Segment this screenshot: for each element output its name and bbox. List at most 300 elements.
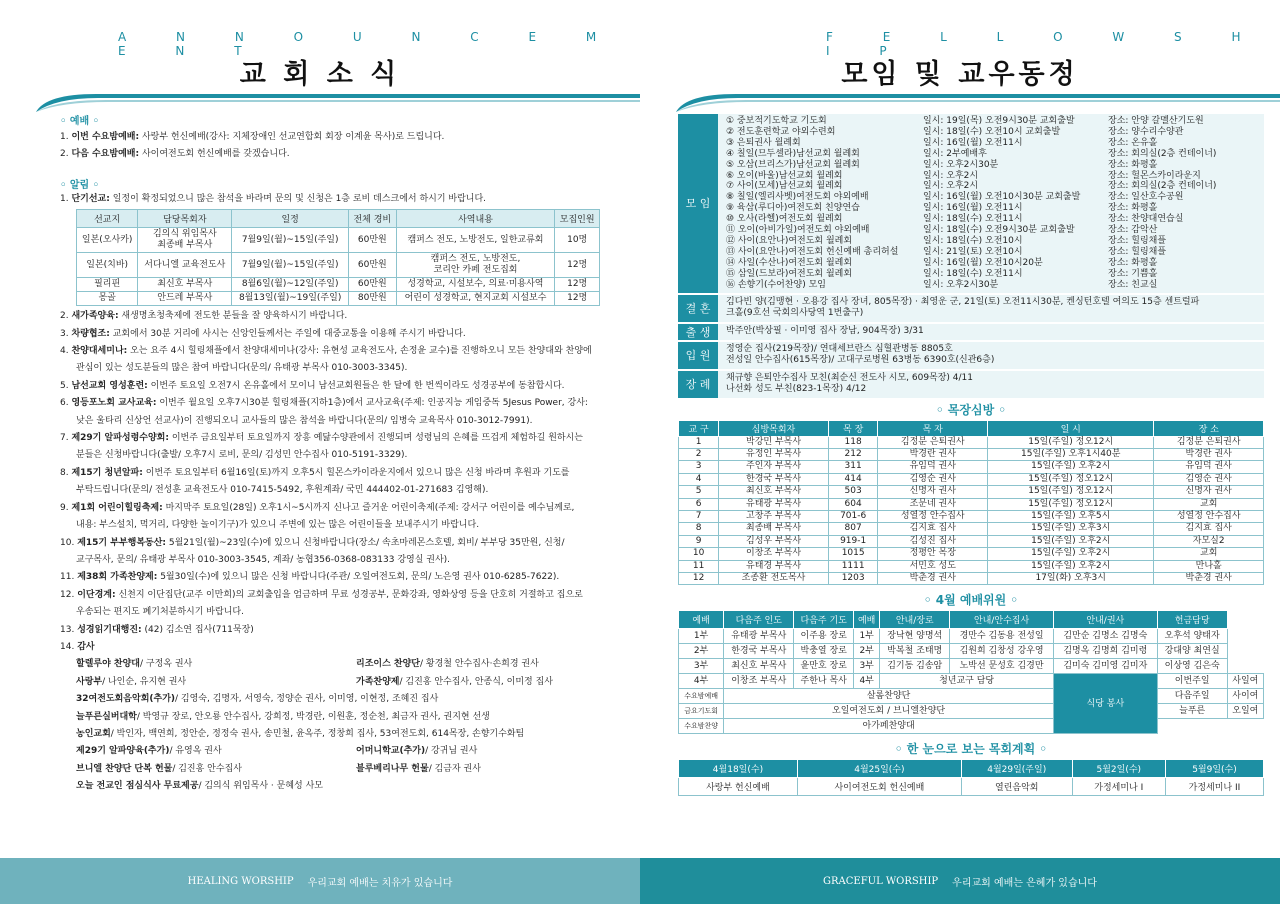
visit-cell: 118 <box>828 436 878 448</box>
visit-cell: 김성진 집사 <box>878 535 988 547</box>
visit-cell: 8 <box>679 523 719 535</box>
thanks-label: 제29기 알파양육(추가) <box>76 746 170 757</box>
mission-row <box>77 278 600 292</box>
mission-cell: 몽골 <box>77 292 138 306</box>
item-label: 새가족양육: <box>71 311 119 322</box>
meeting-name: ⑨ 육삼(루디아)여전도회 친양연습 <box>726 203 860 214</box>
meeting-place: 장소: 친교실 <box>1108 279 1158 290</box>
visit-cell: 유임덕 권사 <box>1154 461 1264 473</box>
pastoral-plan-table <box>678 759 1264 796</box>
thanks-text: / 유영옥 권사 <box>169 746 222 757</box>
meeting-name: ⑧ 칠일(엘리사벳)여전도회 야외예배 <box>726 192 869 203</box>
mission-cell: 12명 <box>555 278 600 292</box>
thanks-entry <box>76 778 626 795</box>
notice-item <box>60 395 600 412</box>
mission-header-cell: 일정 <box>232 210 349 228</box>
plan-date: 5월9일(수) <box>1165 760 1263 778</box>
thanks-text: / 김영숙, 김명자, 서영숙, 정양순 권사, 이미영, 이현정, 조혜진 집사 <box>175 694 439 705</box>
item-number: 13. <box>60 624 75 635</box>
visit-cell: 박춘경 권사 <box>1154 572 1264 584</box>
notice-item <box>60 308 600 325</box>
meeting-name: ⑤ 오삼(브리스가)남선교회 월례회 <box>726 159 860 170</box>
visit-cell: 15일(주일) 정오12시 <box>988 436 1154 448</box>
thanks-entry <box>356 656 626 673</box>
visit-cell: 11 <box>679 560 719 572</box>
meeting-name: ⑭ 사일(수산나)여전도회 월례회 <box>726 257 853 268</box>
visit-cell: 2 <box>679 448 719 460</box>
mission-cell: 60만원 <box>349 253 397 278</box>
worship-cell: 윤만호 장로 <box>794 659 854 674</box>
worship-cell: 4부 <box>854 674 880 689</box>
worship-cell: 1부 <box>679 629 724 644</box>
visit-cell: 박경란 권사 <box>878 448 988 460</box>
visit-cell: 1015 <box>828 548 878 560</box>
meeting-time: 일시: 18일(수) 오전10시 교회출발 <box>923 126 1061 137</box>
visit-cell: 김성우 부목사 <box>719 535 829 547</box>
item-text: 이번주 금요일부터 토요일까지 장흥 예닮수양관에서 진행되며 성령님의 은혜를 뜨겁게 체험하길 원하시는 <box>171 433 584 444</box>
visit-cell: 한경국 부목사 <box>719 473 829 485</box>
footer-title: GRACEFUL WORSHIP <box>823 875 939 887</box>
visit-cell: 414 <box>828 473 878 485</box>
visit-cell: 신명자 권사 <box>878 486 988 498</box>
worship-extra-value: 오일여전도회 / 브니엘찬양단 <box>724 704 1054 719</box>
notice-item-continued: 관심이 있는 성도분들의 많은 참여 바랍니다(문의/ 유태광 부목사 010-3003-3345). <box>76 363 408 374</box>
header-wave-decoration <box>36 90 640 112</box>
visit-cell: 주인자 부목사 <box>719 461 829 473</box>
news-label: 결 혼 <box>678 295 718 322</box>
visit-header-cell: 일 시 <box>988 420 1154 436</box>
meeting-place: 장소: 화평홀 <box>1108 159 1158 170</box>
notice-item <box>60 639 600 656</box>
visit-cell: 212 <box>828 448 878 460</box>
visit-cell: 자모실2 <box>1154 535 1264 547</box>
thanks-label: 32여전도회음악회(추가) <box>76 694 175 705</box>
worship-extra-value: 살롬찬양단 <box>724 689 1054 704</box>
worship-cell: 경만수 김동용 전성일 <box>950 629 1054 644</box>
notice-item-continued: 교구목사, 문의/ 유태광 부목사 010-3003-3545, 계좌/ 농협356-0368-083133 강영실 권사). <box>76 554 451 565</box>
worship-cell: 청년교구 담당 <box>880 674 1054 689</box>
meal-cell: 이번주일 <box>1157 674 1227 689</box>
worship-cell: 한경국 부목사 <box>724 644 794 659</box>
worship-cell: 1부 <box>854 629 880 644</box>
visit-cell: 이창조 부목사 <box>719 548 829 560</box>
meeting-place: 장소: 화평홀 <box>1108 203 1158 214</box>
meeting-place: 장소: 감악산 <box>1108 225 1158 236</box>
worship-staff-table <box>678 610 1264 734</box>
meal-cell: 사일여 <box>1227 674 1263 689</box>
thanks-text: / 박영규 장로, 안오룡 안수집사, 강희정, 박경란, 이원훈, 정순천, 최금자 권사, 권지현 선생 <box>136 711 490 722</box>
notice-section-head: ◦ 알림 ◦ <box>60 179 100 191</box>
notice-item-1: 1. 단기선교: 일정이 확정되었으니 많은 참석을 바라며 문의 및 신청은 1층 로비 데스크에서 하시기 바랍니다. <box>60 193 487 204</box>
thanks-label: 사랑부 <box>76 676 103 687</box>
mission-cell: 필리핀 <box>77 278 138 292</box>
mission-cell: 일본(치바) <box>77 253 138 278</box>
notice-item-continued: 부탁드립니다(문의/ 전성훈 교육전도사 010-7415-5492, 후원계좌/ 국민 444402-01-271683 김영해). <box>76 485 489 496</box>
visit-cell: 5 <box>679 486 719 498</box>
item-label: 성경읽기대행진: <box>77 624 142 635</box>
meeting-time: 일시: 18일(수) 오전11시 <box>923 268 1023 279</box>
item-text: 교회에서 30분 거리에 사시는 신앙인들께서는 주일에 대중교통을 이용해 주시기 바랍니다. <box>112 328 466 339</box>
thanks-label: 오늘 전교인 점심식사 무료제공 <box>76 781 199 792</box>
worship-cell: 유태광 부목사 <box>724 629 794 644</box>
visit-cell: 성열정 안수집사 <box>878 510 988 522</box>
meeting-name: ③ 은퇴권사 월례회 <box>726 137 801 148</box>
notice-item <box>60 465 600 482</box>
item-number: 10. <box>60 537 75 548</box>
thanks-label: 농인교회 <box>76 728 111 739</box>
visit-header-cell: 목 자 <box>878 420 988 436</box>
mission-cell: 최신호 부목사 <box>138 278 232 292</box>
news-label: 장 례 <box>678 371 718 398</box>
thanks-entry <box>356 743 626 760</box>
announcement-body <box>60 112 600 796</box>
notice-item <box>60 430 600 447</box>
visit-cell: 17일(화) 오후3시 <box>988 572 1154 584</box>
mission-row <box>77 253 600 278</box>
notice-item <box>60 569 600 586</box>
worship-cell: 김만순 김명소 김명숙 <box>1053 629 1157 644</box>
footer-subtitle: 우리교회 예배는 치유가 있습니다 <box>307 877 453 889</box>
thanks-label: 가족찬양제 <box>356 676 400 687</box>
visit-header-cell: 목 장 <box>828 420 878 436</box>
page-title: 교 회 소 식 <box>239 59 401 90</box>
thanks-entry <box>76 656 356 673</box>
mission-row <box>77 292 600 306</box>
news-line: 정영순 집사(219목장)/ 연대세브란스 심혈관병동 8805호 <box>726 343 953 354</box>
meeting-time: 일시: 16일(월) 오전11시 <box>923 203 1023 214</box>
left-footer <box>0 858 640 904</box>
meeting-place: 장소: 양수리수양관 <box>1108 126 1184 137</box>
worship-cell: 이창조 부목사 <box>724 674 794 689</box>
visit-cell: 604 <box>828 498 878 510</box>
meeting-time: 일시: 16일(월) 오전10시20분 <box>923 257 1043 268</box>
meeting-place: 장소: 화평홀 <box>1108 257 1158 268</box>
meeting-name: ① 중보적기도학교 기도회 <box>726 116 827 126</box>
news-label: 출 생 <box>678 324 718 340</box>
meeting-name: ⑥ 오이(바울)남선교회 월례회 <box>726 170 843 181</box>
plan-date: 5월2일(수) <box>1072 760 1165 778</box>
visit-cell: 15일(주일) 오후2시 <box>988 461 1154 473</box>
visit-cell: 9 <box>679 535 719 547</box>
item-number: 12. <box>60 589 75 600</box>
visit-cell: 서민호 성도 <box>878 560 988 572</box>
item-number: 14. <box>60 641 75 652</box>
meetings-label: 모 임 <box>678 114 718 293</box>
meeting-place: 장소: 힐링채플 <box>1108 246 1167 257</box>
visit-table <box>678 420 1264 586</box>
thanks-text: / 구정옥 권사 <box>140 659 193 670</box>
item-text: 마지막주 토요일(28일) 오후1시~5시까지 신나고 즐거운 어린이축제(주제: 강서구 어린이를 예수님께로, <box>165 502 575 513</box>
footer-subtitle: 우리교회 예배는 은혜가 있습니다 <box>952 877 1097 889</box>
worship-extra-row <box>679 689 1264 704</box>
meal-cell: 다음주일 <box>1157 689 1227 704</box>
item-number: 8. <box>60 467 69 478</box>
item-label: 제38회 가족찬양제: <box>77 572 158 583</box>
worship-extra-label: 수요밤찬양 <box>679 719 724 734</box>
visit-cell: 신명자 권사 <box>1154 486 1264 498</box>
meeting-time: 일시: 오후2시 <box>923 181 979 192</box>
worship-cell: 박충열 장로 <box>794 644 854 659</box>
worship-cell: 장낙현 양명석 <box>880 629 950 644</box>
meal-label: 식당 봉사 <box>1053 674 1157 734</box>
fellowship-page <box>640 0 1280 904</box>
visit-cell: 15일(주일) 오후2시 <box>988 548 1154 560</box>
thanks-list <box>60 656 600 795</box>
worship-cell: 이주용 장로 <box>794 629 854 644</box>
meeting-row <box>726 258 1238 269</box>
worship-header-cell: 헌금담당 <box>1157 611 1227 629</box>
plan-event: 가정세미나 II <box>1165 778 1263 796</box>
worship-cell: 2부 <box>854 644 880 659</box>
visit-section-head: ◦ 목장심방 ◦ <box>935 402 1007 417</box>
visit-cell: 김지효 집사 <box>878 523 988 535</box>
visit-cell: 최신호 부목사 <box>719 486 829 498</box>
worship-header-cell: 다음주 기도 <box>794 611 854 629</box>
thanks-entry <box>356 674 626 691</box>
mission-cell: 7월9일(월)~15일(주일) <box>232 253 349 278</box>
item-label: 이번 수요밤예배: <box>71 132 140 142</box>
thanks-text: / 나인순, 유지현 권사 <box>102 676 187 687</box>
meeting-place: 장소: 회의실(2층 컨테이너) <box>1108 148 1217 159</box>
meeting-place: 장소: 헐몬스카이라운지 <box>1108 170 1201 181</box>
plan-event: 사이여전도회 헌신예배 <box>797 778 961 796</box>
item-number: 3. <box>60 328 69 339</box>
visit-cell: 조문네 권사 <box>878 498 988 510</box>
meeting-place: 장소: 안양 갈멜산기도원 <box>1108 116 1204 126</box>
visit-cell: 7 <box>679 510 719 522</box>
fellowship-body <box>678 114 1264 796</box>
plan-event: 열린음악회 <box>961 778 1072 796</box>
mission-cell: 캠퍼스 전도, 노방전도, 코리안 카페 전도집회 <box>396 253 555 278</box>
plan-event: 가정세미나 I <box>1072 778 1165 796</box>
news-body <box>718 371 981 398</box>
visit-row <box>679 510 1264 522</box>
worship-cell: 강대양 최연실 <box>1157 644 1227 659</box>
visit-row <box>679 548 1264 560</box>
visit-cell: 김정분 은퇴권사 <box>1154 436 1264 448</box>
worship-extra-label: 수요밤예배 <box>679 689 724 704</box>
item-text: 신천지 이단집단(교주 이만희)의 교회출입을 엄금하며 무료 성경공부, 문화강좌, 영화상영 등을 단호히 거절하고 집으로 <box>118 589 583 600</box>
news-body <box>718 295 1207 322</box>
visit-cell: 유태광 부목사 <box>719 498 829 510</box>
worship-cell: 3부 <box>679 659 724 674</box>
notice-item <box>60 326 600 343</box>
meeting-row <box>726 149 1238 160</box>
mission-header-cell: 사역내용 <box>396 210 555 228</box>
notice-item <box>60 343 600 360</box>
thanks-entry <box>76 709 626 726</box>
meeting-time: 일시: 21일(토) 오전10시 <box>923 246 1023 257</box>
news-block <box>678 371 1264 398</box>
worship-header-cell: 예배 <box>854 611 880 629</box>
worship-header-cell: 안내/권사 <box>1053 611 1157 629</box>
worship-cell: 주한나 목사 <box>794 674 854 689</box>
meeting-place: 장소: 기쁨홀 <box>1108 268 1158 279</box>
mission-cell: 60만원 <box>349 278 397 292</box>
visit-cell: 15일(주일) 정오12시 <box>988 498 1154 510</box>
worship-cell: 2부 <box>679 644 724 659</box>
news-line: 크홀(9호선 국회의사당역 1번출구) <box>726 308 864 318</box>
meeting-name: ⑬ 사이(요안나)여전도회 헌신예배 총리허설 <box>726 246 899 257</box>
item-text: 이번주 토요일 오전7시 온유홀에서 모이니 남선교회원들은 한 달에 한 번씩이라도 성경공부에 동참합시다. <box>150 380 565 391</box>
worship-cell: 노박선 문성호 김경만 <box>950 659 1054 674</box>
item-label: 이단경계: <box>77 589 116 600</box>
visit-cell: 유태경 부목사 <box>719 560 829 572</box>
visit-cell: 1 <box>679 436 719 448</box>
thanks-label: 브니엘 찬양단 단복 헌물 <box>76 763 173 774</box>
visit-cell: 701-6 <box>828 510 878 522</box>
worship-cell: 김기동 김송암 <box>880 659 950 674</box>
worship-header-cell: 안내/장로 <box>880 611 950 629</box>
worship-row <box>679 629 1264 644</box>
worship-section-head: ◦ 4월 예배위원 ◦ <box>923 593 1019 608</box>
news-body <box>718 324 932 340</box>
worship-cell: 4부 <box>679 674 724 689</box>
worship-row <box>679 644 1264 659</box>
item-label: 제1회 어린이힐링축제: <box>71 502 163 513</box>
meeting-place: 장소: 회의실(2층 컨테이너) <box>1108 181 1217 192</box>
item-text: 5월30일(수)에 있으니 많은 신청 바랍니다(주관/ 오일여전도회, 문의/ 노은영 권사 010-6285-7622). <box>160 572 560 583</box>
worship-extra-value: 아가페찬양대 <box>724 719 1054 734</box>
mission-cell: 12명 <box>555 253 600 278</box>
item-number: 5. <box>60 380 69 391</box>
thanks-text: / 박인자, 백연희, 정안순, 정정숙 권사, 송민철, 윤옥주, 정창희 집사, 53여전도회, 614목장, 손향기수화팀 <box>110 728 525 739</box>
thanks-entry <box>76 743 356 760</box>
item-text: 사이여전도회 헌신예배를 갖겠습니다. <box>141 149 290 160</box>
meeting-name: ⑩ 오사(라헬)여전도회 월례회 <box>726 214 843 225</box>
visit-row <box>679 572 1264 584</box>
item-label: 찬양대세미나: <box>71 346 128 357</box>
visit-cell: 최종배 부목사 <box>719 523 829 535</box>
worship-cell: 김미숙 김미영 김미자 <box>1053 659 1157 674</box>
item-number: 2. <box>60 149 69 160</box>
thanks-entry <box>76 726 626 743</box>
page-title: 모임 및 교우동정 <box>841 59 1079 90</box>
item-text: (42) 김소연 집사(711묵장) <box>144 624 254 635</box>
meeting-time: 일시: 2부예배후 <box>923 148 987 159</box>
meeting-row <box>726 247 1238 258</box>
visit-cell: 유임덕 권사 <box>878 461 988 473</box>
worship-item <box>60 129 600 146</box>
thanks-text: / 김진홍 안수집사, 안종식, 이미정 집사 <box>399 676 553 687</box>
item-label: 차량협조: <box>71 328 110 339</box>
visit-cell: 유정인 부목사 <box>719 448 829 460</box>
meeting-name: ⑪ 오이(아비가일)여전도회 야외예배 <box>726 225 870 236</box>
item-label: 감사 <box>77 641 95 652</box>
meeting-row <box>726 225 1238 236</box>
notice-item <box>60 535 600 552</box>
meeting-row <box>726 171 1238 182</box>
footer-title: HEALING WORSHIP <box>187 875 294 887</box>
visit-cell: 311 <box>828 461 878 473</box>
visit-cell: 1111 <box>828 560 878 572</box>
visit-cell: 성열정 안수집사 <box>1154 510 1264 522</box>
meeting-row <box>726 127 1238 138</box>
item-text: 사랑부 헌신예배(강사: 지체장애인 선교연합회 회장 이계윤 목사)로 드립니다. <box>141 132 445 142</box>
item-number: 11. <box>60 572 75 583</box>
news-line: 전성일 안수집사(615목장)/ 고대구로병원 63병동 6390호(신관6층) <box>726 355 995 365</box>
visit-cell: 박강민 부목사 <box>719 436 829 448</box>
meeting-row <box>726 181 1238 192</box>
visit-cell: 503 <box>828 486 878 498</box>
thanks-entry <box>356 761 626 778</box>
meeting-row <box>726 160 1238 171</box>
worship-cell: 이상영 김은숙 <box>1157 659 1227 674</box>
item-text: 오는 요주 4시 힐링채플에서 찬양대세미나(강사: 유현성 교육전도사, 손정윤 교수)를 진행하오니 모든 찬양대와 찬양에 <box>130 346 592 357</box>
worship-header-cell: 다음주 인도 <box>724 611 794 629</box>
mission-cell: 8월13일(월)~19일(주일) <box>232 292 349 306</box>
meeting-place: 장소: 찬양대연습실 <box>1108 214 1184 225</box>
notice-item-continued: 분들은 신청바랍니다(출발/ 오후7시 로비, 문의/ 김성민 안수집사 010-5191-3329). <box>76 450 408 461</box>
visit-cell: 15일(주일) 오후1시40분 <box>988 448 1154 460</box>
mission-cell: 12명 <box>555 292 600 306</box>
worship-extra-label: 금요기도회 <box>679 704 724 719</box>
visit-cell: 김지효 집사 <box>1154 523 1264 535</box>
visit-cell: 3 <box>679 461 719 473</box>
mission-cell: 일본(오사카) <box>77 228 138 253</box>
mission-cell: 안드레 부목사 <box>138 292 232 306</box>
mission-cell: 80만원 <box>349 292 397 306</box>
meeting-name: ④ 칠일(므두셀라)남선교회 월례회 <box>726 148 860 159</box>
meeting-time: 일시: 18일(수) 오전10시 <box>923 235 1023 246</box>
mission-cell: 7월9일(월)~15일(주일) <box>232 228 349 253</box>
page-eyebrow: A N N O U N C E M E N T <box>118 30 620 58</box>
item-number: 4. <box>60 346 69 357</box>
visit-cell: 정평안 목장 <box>878 548 988 560</box>
visit-cell: 교회 <box>1154 548 1264 560</box>
page-eyebrow: F E L L O W S H I P <box>826 30 1264 58</box>
visit-cell: 박춘경 권사 <box>878 572 988 584</box>
notice-item <box>60 587 600 604</box>
meeting-place: 장소: 온유홀 <box>1108 137 1158 148</box>
worship-row <box>679 674 1264 689</box>
mission-cell: 성경학교, 시설보수, 의료·미용사역 <box>396 278 555 292</box>
meeting-row <box>726 236 1238 247</box>
meeting-time: 일시: 18일(수) 오전9시30분 교회출발 <box>923 225 1075 236</box>
news-body <box>718 342 1002 369</box>
plan-event: 사랑부 헌신예배 <box>679 778 798 796</box>
meeting-name: ⑯ 손향기(수어찬양) 모임 <box>726 279 826 290</box>
thanks-label: 할렐루야 찬양대 <box>76 659 140 670</box>
news-block <box>678 295 1264 322</box>
meeting-time: 일시: 16일(월) 오전11시 <box>923 137 1023 148</box>
mission-header-cell: 담당목회자 <box>138 210 232 228</box>
visit-row <box>679 436 1264 448</box>
visit-cell: 박경란 권사 <box>1154 448 1264 460</box>
thanks-entry <box>76 674 356 691</box>
item-label: 영등포노회 교사교육: <box>71 398 157 409</box>
worship-extra-row <box>679 704 1264 719</box>
visit-header-cell: 교 구 <box>679 420 719 436</box>
thanks-label: 늘푸른실버대학 <box>76 711 137 722</box>
visit-cell: 15일(주일) 정오12시 <box>988 486 1154 498</box>
meeting-time: 일시: 오후2시30분 <box>923 159 999 170</box>
news-block <box>678 342 1264 369</box>
visit-cell: 15일(주일) 오후2시 <box>988 535 1154 547</box>
visit-row <box>679 560 1264 572</box>
plan-date: 4월18일(수) <box>679 760 798 778</box>
meeting-name: ⑮ 삼일(드보라)여전도회 월례회 <box>726 268 853 279</box>
meal-cell: 오일여 <box>1227 704 1263 719</box>
notice-item-continued: 내용: 부스설치, 먹거리, 다양한 놀이기구)가 있으니 주변에 있는 많은 어린이들을 보내주시기 바랍니다. <box>76 520 480 531</box>
item-number: 1. <box>60 132 69 142</box>
item-label: 남선교회 영성훈련: <box>71 380 148 391</box>
visit-cell: 6 <box>679 498 719 510</box>
visit-header-cell: 장 소 <box>1154 420 1264 436</box>
right-footer <box>640 858 1280 904</box>
item-number: 7. <box>60 433 69 444</box>
visit-cell: 만나홀 <box>1154 560 1264 572</box>
